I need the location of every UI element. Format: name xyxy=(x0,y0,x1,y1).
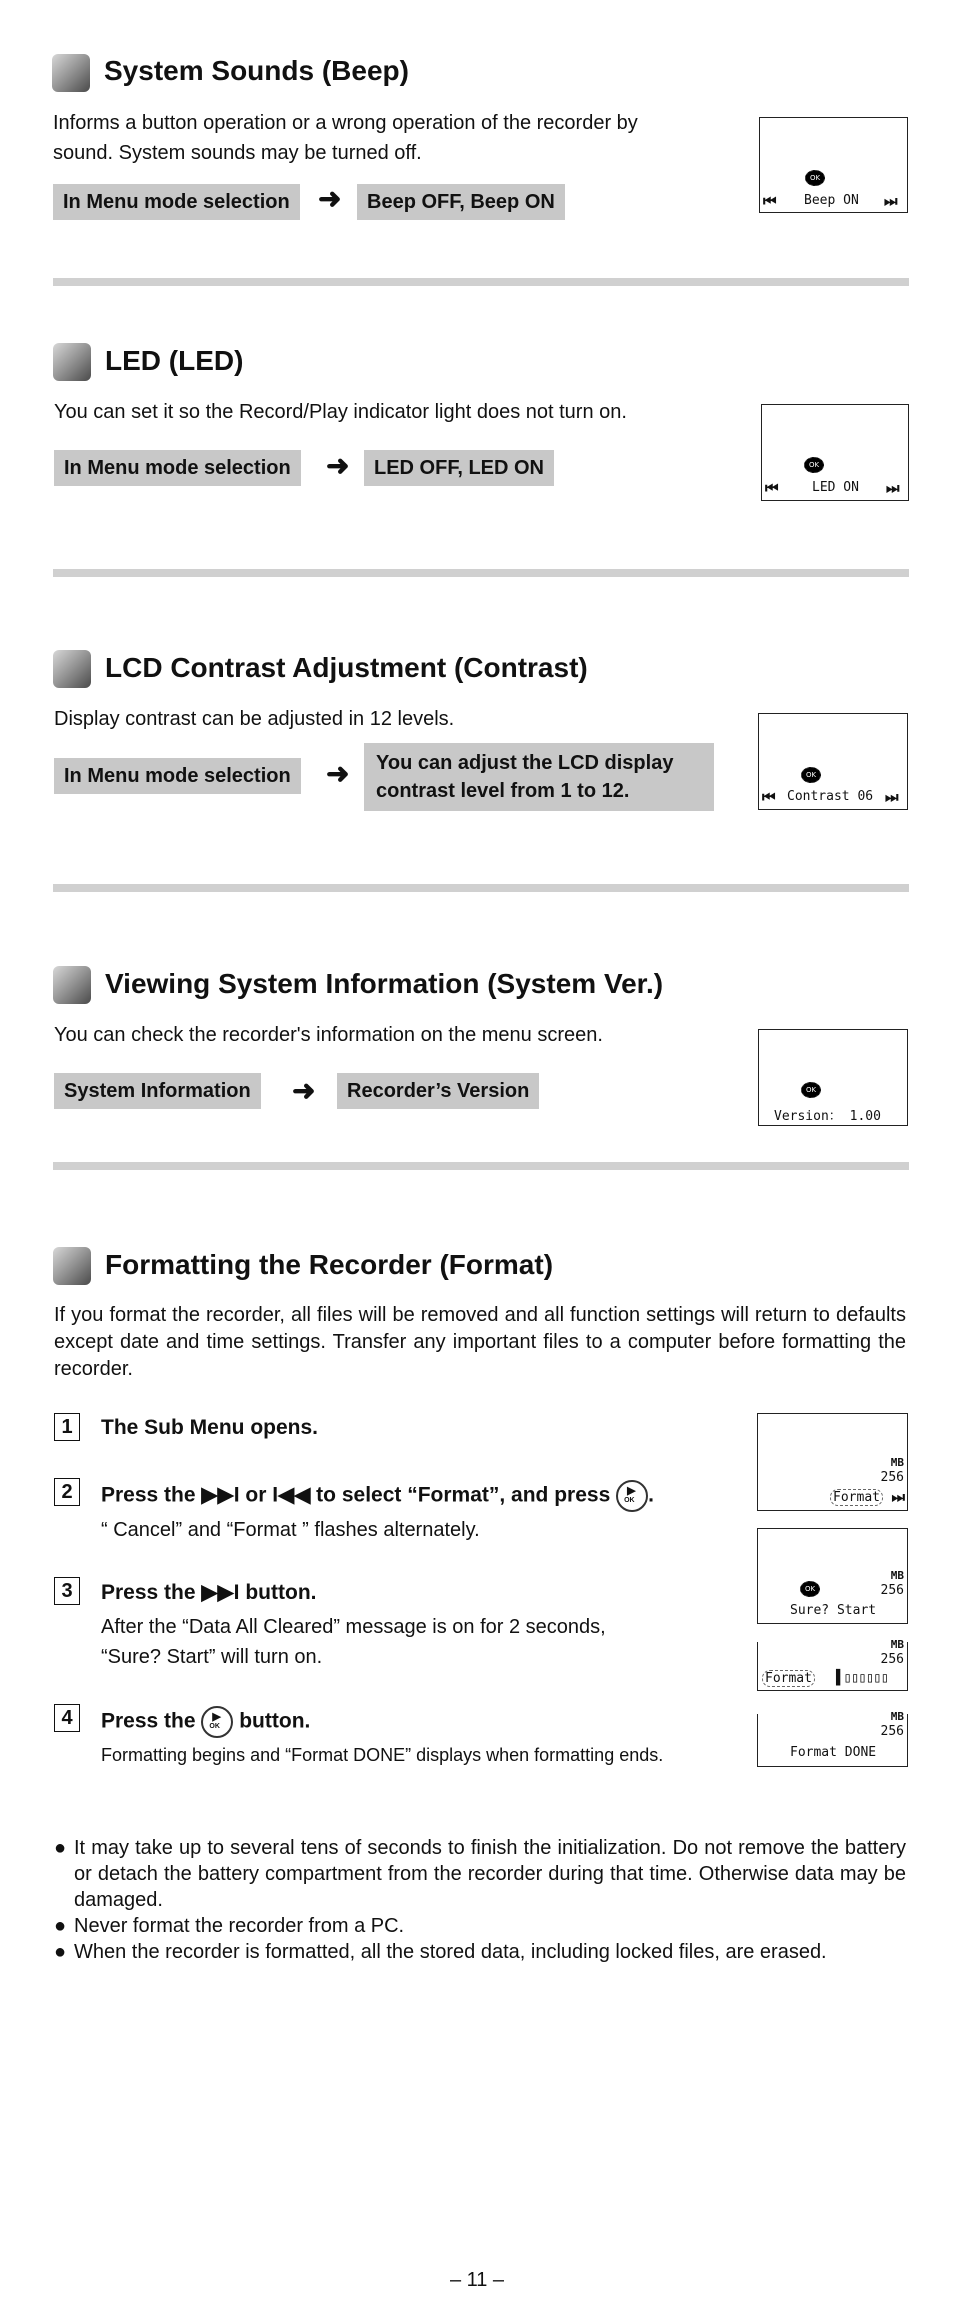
step-title: The Sub Menu opens. xyxy=(101,1416,319,1439)
lcd-unit: MB xyxy=(890,1456,904,1469)
bullet-icon: ● xyxy=(54,1837,67,1859)
section-icon xyxy=(52,54,90,92)
ok-icon: OK xyxy=(801,1082,821,1098)
skip-forward-icon: ⏭ xyxy=(885,788,899,806)
skip-back-icon: ⏮ xyxy=(763,192,777,210)
lcd-unit: MB xyxy=(890,1569,904,1582)
lcd-capacity: 256 xyxy=(880,1652,904,1667)
arrow-right-icon: ➜ xyxy=(326,758,350,789)
lcd-text: Format DONE xyxy=(790,1745,877,1760)
lcd-unit: MB xyxy=(890,1638,904,1651)
section-description: Display contrast can be adjusted in 12 levels. xyxy=(54,708,455,730)
skip-forward-icon: ⏭ xyxy=(886,479,900,497)
ok-icon: OK xyxy=(805,170,825,186)
lcd-text: Sure? Start xyxy=(790,1603,877,1618)
menu-path-box: System Information xyxy=(54,1073,261,1109)
setting-options-box: LED OFF, LED ON xyxy=(364,450,554,486)
list-item xyxy=(54,1913,906,1939)
lcd-screen xyxy=(757,1528,908,1624)
section-icon xyxy=(53,343,91,381)
step-title-part: button. xyxy=(233,1709,311,1733)
setting-options-box xyxy=(364,743,714,811)
step-subtext: “Sure? Start” will turn on. xyxy=(101,1646,323,1668)
lcd-capacity: 256 xyxy=(880,1724,904,1739)
setting-options-line: contrast level from 1 to 12. xyxy=(376,780,630,802)
note-text: Never format the recorder from a PC. xyxy=(74,1915,405,1937)
arrow-right-icon: ➜ xyxy=(292,1075,316,1106)
step-title-part: Press the xyxy=(101,1709,202,1733)
step-subtext: After the “Data All Cleared” message is on for 2 seconds, xyxy=(101,1616,606,1638)
arrow-right-icon: ➜ xyxy=(318,183,342,214)
menu-path-box: In Menu mode selection xyxy=(54,450,301,486)
ok-icon: OK xyxy=(800,1581,820,1597)
section-title: Viewing System Information (System Ver.) xyxy=(105,968,664,999)
section-description: If you format the recorder, all files will be removed and all function settings will return to defaults except date and time settings. Transfer any important files to a computer before formatting the recorder. xyxy=(54,1304,906,1380)
step-title-part: to select “Format”, and press xyxy=(310,1483,617,1507)
section-description: You can check the recorder's information on the menu screen. xyxy=(54,1024,603,1046)
lcd-screen xyxy=(758,1029,908,1126)
section-divider xyxy=(53,884,909,892)
lcd-text: Format xyxy=(830,1489,883,1506)
step-number: 3 xyxy=(54,1577,80,1605)
ok-play-button-icon: ▶ OK xyxy=(616,1480,648,1512)
lcd-capacity: 256 xyxy=(880,1583,904,1598)
step-title: Press the ▶▶I button. xyxy=(101,1581,317,1604)
section-icon xyxy=(53,1247,91,1285)
step-number: 2 xyxy=(54,1478,80,1506)
lcd-text: Beep ON xyxy=(804,193,859,208)
list-item xyxy=(54,1835,906,1913)
arrow-right-icon: ➜ xyxy=(326,450,350,481)
step-title: Press the ▶▶I or I◀◀ to select “Format”, and press ▶ OK . xyxy=(101,1480,654,1512)
skip-forward-icon: ⏭ xyxy=(884,192,898,210)
setting-options-box: Beep OFF, Beep ON xyxy=(357,184,565,220)
bullet-icon: ● xyxy=(54,1915,67,1937)
step-title xyxy=(101,1706,310,1738)
setting-options-line: You can adjust the LCD display xyxy=(376,752,674,774)
lcd-screen xyxy=(761,404,909,501)
step-title-part: Press the xyxy=(101,1483,202,1507)
section-icon xyxy=(53,966,91,1004)
bullet-icon: ● xyxy=(54,1941,67,1963)
list-item xyxy=(54,1939,906,1965)
page-number: – 11 – xyxy=(449,2269,505,2291)
section-divider xyxy=(53,569,909,577)
lcd-text: Contrast 06 xyxy=(787,789,874,804)
lcd-screen xyxy=(759,117,908,213)
lcd-screen xyxy=(758,713,908,810)
lcd-unit: MB xyxy=(890,1710,904,1723)
menu-path-box: In Menu mode selection xyxy=(53,184,300,220)
menu-path-box: In Menu mode selection xyxy=(54,758,301,794)
lcd-text: LED ON xyxy=(812,480,859,495)
section-divider xyxy=(53,278,909,286)
progress-bar: ▌▯▯▯▯▯▯ xyxy=(836,1670,889,1686)
section-divider xyxy=(53,1162,909,1170)
lcd-screen xyxy=(757,1413,908,1511)
skip-forward-icon: ⏭ xyxy=(891,1488,905,1506)
skip-forward-icon: ▶▶I xyxy=(201,1483,240,1507)
ok-icon: OK xyxy=(801,767,821,783)
step-subtext: Formatting begins and “Format DONE” displays when formatting ends. xyxy=(101,1745,664,1765)
lcd-screen xyxy=(757,1710,908,1767)
section-title: LCD Contrast Adjustment (Contrast) xyxy=(105,652,588,683)
skip-back-icon: I◀◀ xyxy=(272,1483,311,1507)
step-subtext: “ Cancel” and “Format ” flashes alternately. xyxy=(101,1519,480,1541)
setting-options-box: Recorder’s Version xyxy=(337,1073,539,1109)
note-text: When the recorder is formatted, all the stored data, including locked files, are erased. xyxy=(74,1941,827,1963)
lcd-capacity: 256 xyxy=(880,1470,904,1485)
section-icon xyxy=(53,650,91,688)
step-number: 4 xyxy=(54,1704,80,1732)
step-number: 1 xyxy=(54,1413,80,1441)
section-title: System Sounds (Beep) xyxy=(104,55,409,86)
skip-back-icon: ⏮ xyxy=(765,479,779,497)
skip-back-icon: ⏮ xyxy=(762,788,776,806)
notes-list xyxy=(54,1835,906,1965)
section-title: Formatting the Recorder (Format) xyxy=(105,1249,554,1280)
section-description: Informs a button operation or a wrong operation of the recorder by sound. System sounds may be turned off. xyxy=(53,112,638,164)
lcd-screen xyxy=(757,1638,908,1691)
lcd-text: Format xyxy=(762,1670,815,1687)
note-text: It may take up to several tens of seconds to finish the initialization. Do not remove the battery or detach the battery compartment from the recorder during that time. Otherwise data may be damaged. xyxy=(74,1837,906,1911)
step-title-part: or xyxy=(239,1483,273,1507)
ok-icon: OK xyxy=(804,457,824,473)
section-description: You can set it so the Record/Play indicator light does not turn on. xyxy=(54,401,627,423)
section-title: LED (LED) xyxy=(105,345,244,376)
lcd-text: Version： 1.00 xyxy=(774,1109,881,1124)
ok-play-button-icon: ▶ OK xyxy=(201,1706,233,1738)
